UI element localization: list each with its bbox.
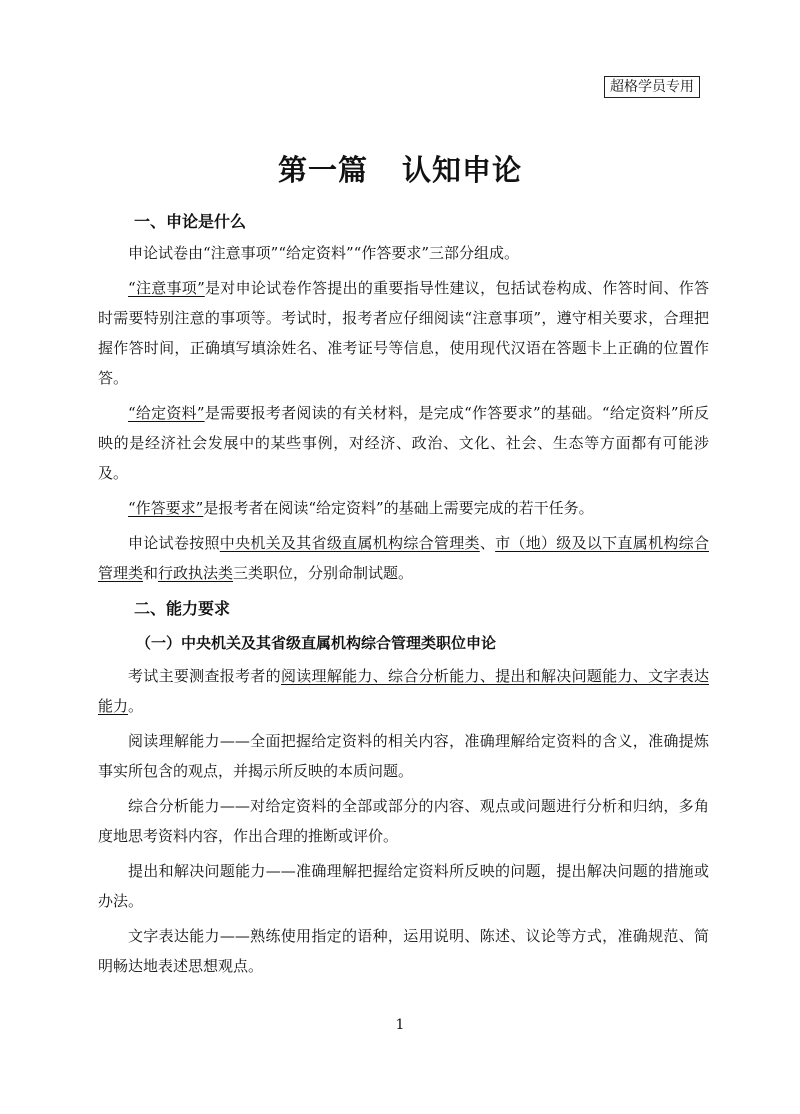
category-municipal: 市（地）级及以下直属机构综合管理类	[98, 534, 709, 582]
paragraph-notes: “注意事项”是对申论试卷作答提出的重要指导性建议，包括试卷构成、作答时间、作答时需要特别注意的事项等。考试时，报考者应仔细阅读“注意事项”，遵守相关要求，合理把握作答时间，正确填写填涂姓名、准考证号等信息，使用现代汉语在答题卡上正确的位置作答。	[98, 279, 709, 387]
paragraph-materials: “给定资料”是需要报考者阅读的有关材料，是完成“作答要求”的基础。“给定资料”所反映的是经济社会发展中的某些事例，对经济、政治、文化、社会、生态等方面都有可能涉及。	[98, 404, 709, 482]
term-materials: “给定资料”	[128, 404, 205, 422]
term-notes: “注意事项”	[128, 279, 205, 297]
category-enforcement: 行政执法类	[158, 564, 234, 582]
paragraph-abilities-summary: 考试主要测查报考者的阅读理解能力、综合分析能力、提出和解决问题能力、文字表达能力。	[98, 667, 709, 715]
abilities-list: 阅读理解能力、综合分析能力、提出和解决问题能力、文字表达能力	[98, 667, 709, 715]
paragraph-requirements: “作答要求”是报考者在阅读“给定资料”的基础上需要完成的若干任务。	[128, 499, 594, 517]
document-body	[98, 206, 709, 986]
subsection-heading-central: （一）中央机关及其省级直属机构综合管理类职位申论	[136, 634, 497, 652]
section-heading-what-is-shenlun: 一、申论是什么	[134, 212, 247, 231]
chapter-name: 认知申论	[402, 153, 523, 187]
section-heading-abilities: 二、能力要求	[134, 599, 231, 618]
paragraph-writing-ability: 文字表达能力——熟练使用指定的语种，运用说明、陈述、议论等方式，准确规范、简明畅达地表述思想观点。	[98, 927, 709, 975]
chapter-title	[0, 148, 800, 189]
paragraph-reading-ability: 阅读理解能力——全面把握给定资料的相关内容，准确理解给定资料的含义，准确提炼事实所包含的观点，并揭示所反映的本质问题。	[98, 732, 709, 780]
page-number: 1	[395, 1017, 405, 1033]
chapter-part: 第一篇	[277, 153, 368, 187]
paragraph-composition: 申论试卷由“注意事项”“给定资料”“作答要求”三部分组成。	[128, 244, 520, 262]
category-central: 中央机关及其省级直属机构综合管理类	[219, 534, 480, 552]
member-only-badge: 超格学员专用	[604, 76, 700, 98]
term-requirements: “作答要求”	[128, 499, 204, 517]
paragraph-categories: 申论试卷按照中央机关及其省级直属机构综合管理类、市（地）级及以下直属机构综合管理类和行政执法类三类职位，分别命制试题。	[98, 534, 709, 582]
paragraph-analysis-ability: 综合分析能力——对给定资料的全部或部分的内容、观点或问题进行分析和归纳，多角度地思考资料内容，作出合理的推断或评价。	[98, 797, 709, 845]
paragraph-problem-solving-ability: 提出和解决问题能力——准确理解把握给定资料所反映的问题，提出解决问题的措施或办法。	[98, 862, 709, 910]
